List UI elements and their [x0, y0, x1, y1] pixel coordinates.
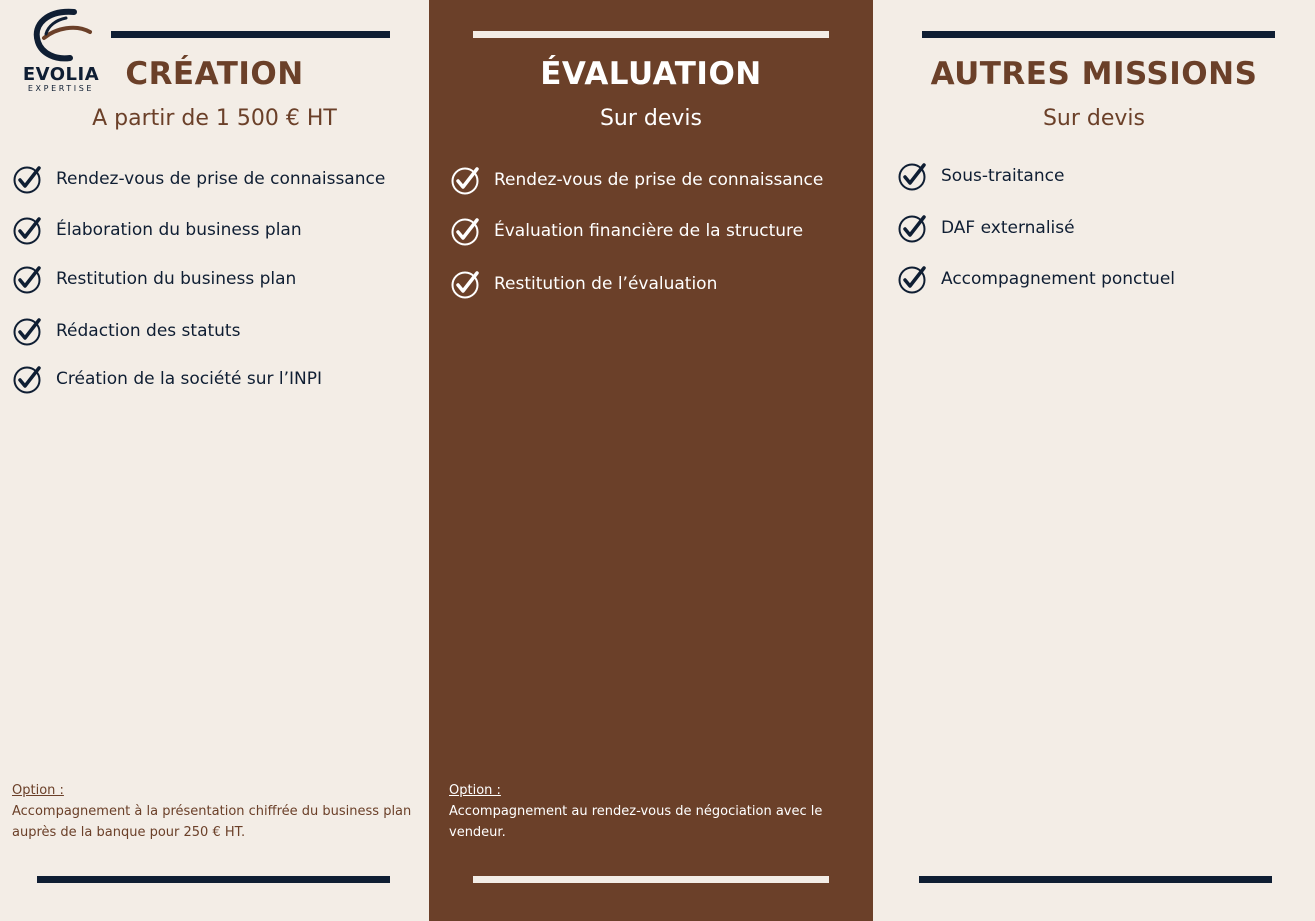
bottom-divider	[919, 876, 1272, 883]
evaluation-price: Sur devis	[599, 106, 703, 131]
creation-title: CRÉATION	[125, 56, 304, 92]
list-item	[450, 165, 823, 195]
list-item-label: Accompagnement ponctuel	[941, 269, 1176, 289]
list-item	[12, 215, 302, 245]
bottom-divider	[473, 876, 829, 883]
list-item	[12, 364, 322, 394]
autres-missions-title: AUTRES MISSIONS	[930, 56, 1258, 92]
list-item	[450, 216, 803, 246]
list-item-label: Rédaction des statuts	[56, 321, 241, 341]
evaluation-column	[429, 0, 873, 921]
list-item-label: Sous-traitance	[941, 166, 1065, 186]
check-circle-icon	[450, 216, 480, 246]
list-item	[12, 264, 296, 294]
option-text: Accompagnement au rendez-vous de négociation avec le vendeur.	[449, 804, 823, 840]
list-item-label: Élaboration du business plan	[56, 220, 302, 240]
logo-brand: EVOLIA	[22, 64, 100, 85]
check-circle-icon	[12, 364, 42, 394]
creation-option	[12, 780, 420, 843]
autres-missions-price: Sur devis	[1042, 106, 1146, 131]
list-item-label: Restitution du business plan	[56, 269, 297, 289]
option-title: Option :	[12, 783, 64, 798]
top-divider	[111, 31, 390, 38]
list-item	[12, 164, 385, 194]
list-item	[897, 213, 1075, 243]
top-divider	[473, 31, 829, 38]
bottom-divider	[37, 876, 390, 883]
logo-subtitle: EXPERTISE	[27, 84, 95, 93]
list-item-label: Création de la société sur l’INPI	[56, 369, 322, 389]
creation-column	[0, 0, 429, 921]
list-item-label: Rendez-vous de prise de connaissance	[494, 170, 824, 190]
list-item	[897, 161, 1064, 191]
check-circle-icon	[12, 215, 42, 245]
list-item-label: DAF externalisé	[941, 218, 1075, 238]
check-circle-icon	[450, 269, 480, 299]
option-title: Option :	[449, 783, 501, 798]
check-circle-icon	[12, 164, 42, 194]
list-item	[12, 316, 240, 346]
list-item	[450, 269, 717, 299]
evaluation-title: ÉVALUATION	[540, 56, 762, 92]
check-circle-icon	[897, 213, 927, 243]
check-circle-icon	[450, 165, 480, 195]
top-divider	[922, 31, 1275, 38]
check-circle-icon	[897, 264, 927, 294]
check-circle-icon	[12, 264, 42, 294]
check-circle-icon	[12, 316, 42, 346]
option-text: Accompagnement à la présentation chiffrée du business plan auprès de la banque pour 250 € HT.	[12, 804, 412, 840]
list-item-label: Restitution de l’évaluation	[494, 274, 718, 294]
autres-missions-column	[873, 0, 1315, 921]
list-item	[897, 264, 1175, 294]
creation-price: A partir de 1 500 € HT	[92, 106, 337, 131]
evaluation-option	[449, 780, 849, 843]
list-item-label: Rendez-vous de prise de connaissance	[56, 169, 386, 189]
check-circle-icon	[897, 161, 927, 191]
list-item-label: Évaluation financière de la structure	[494, 221, 804, 241]
